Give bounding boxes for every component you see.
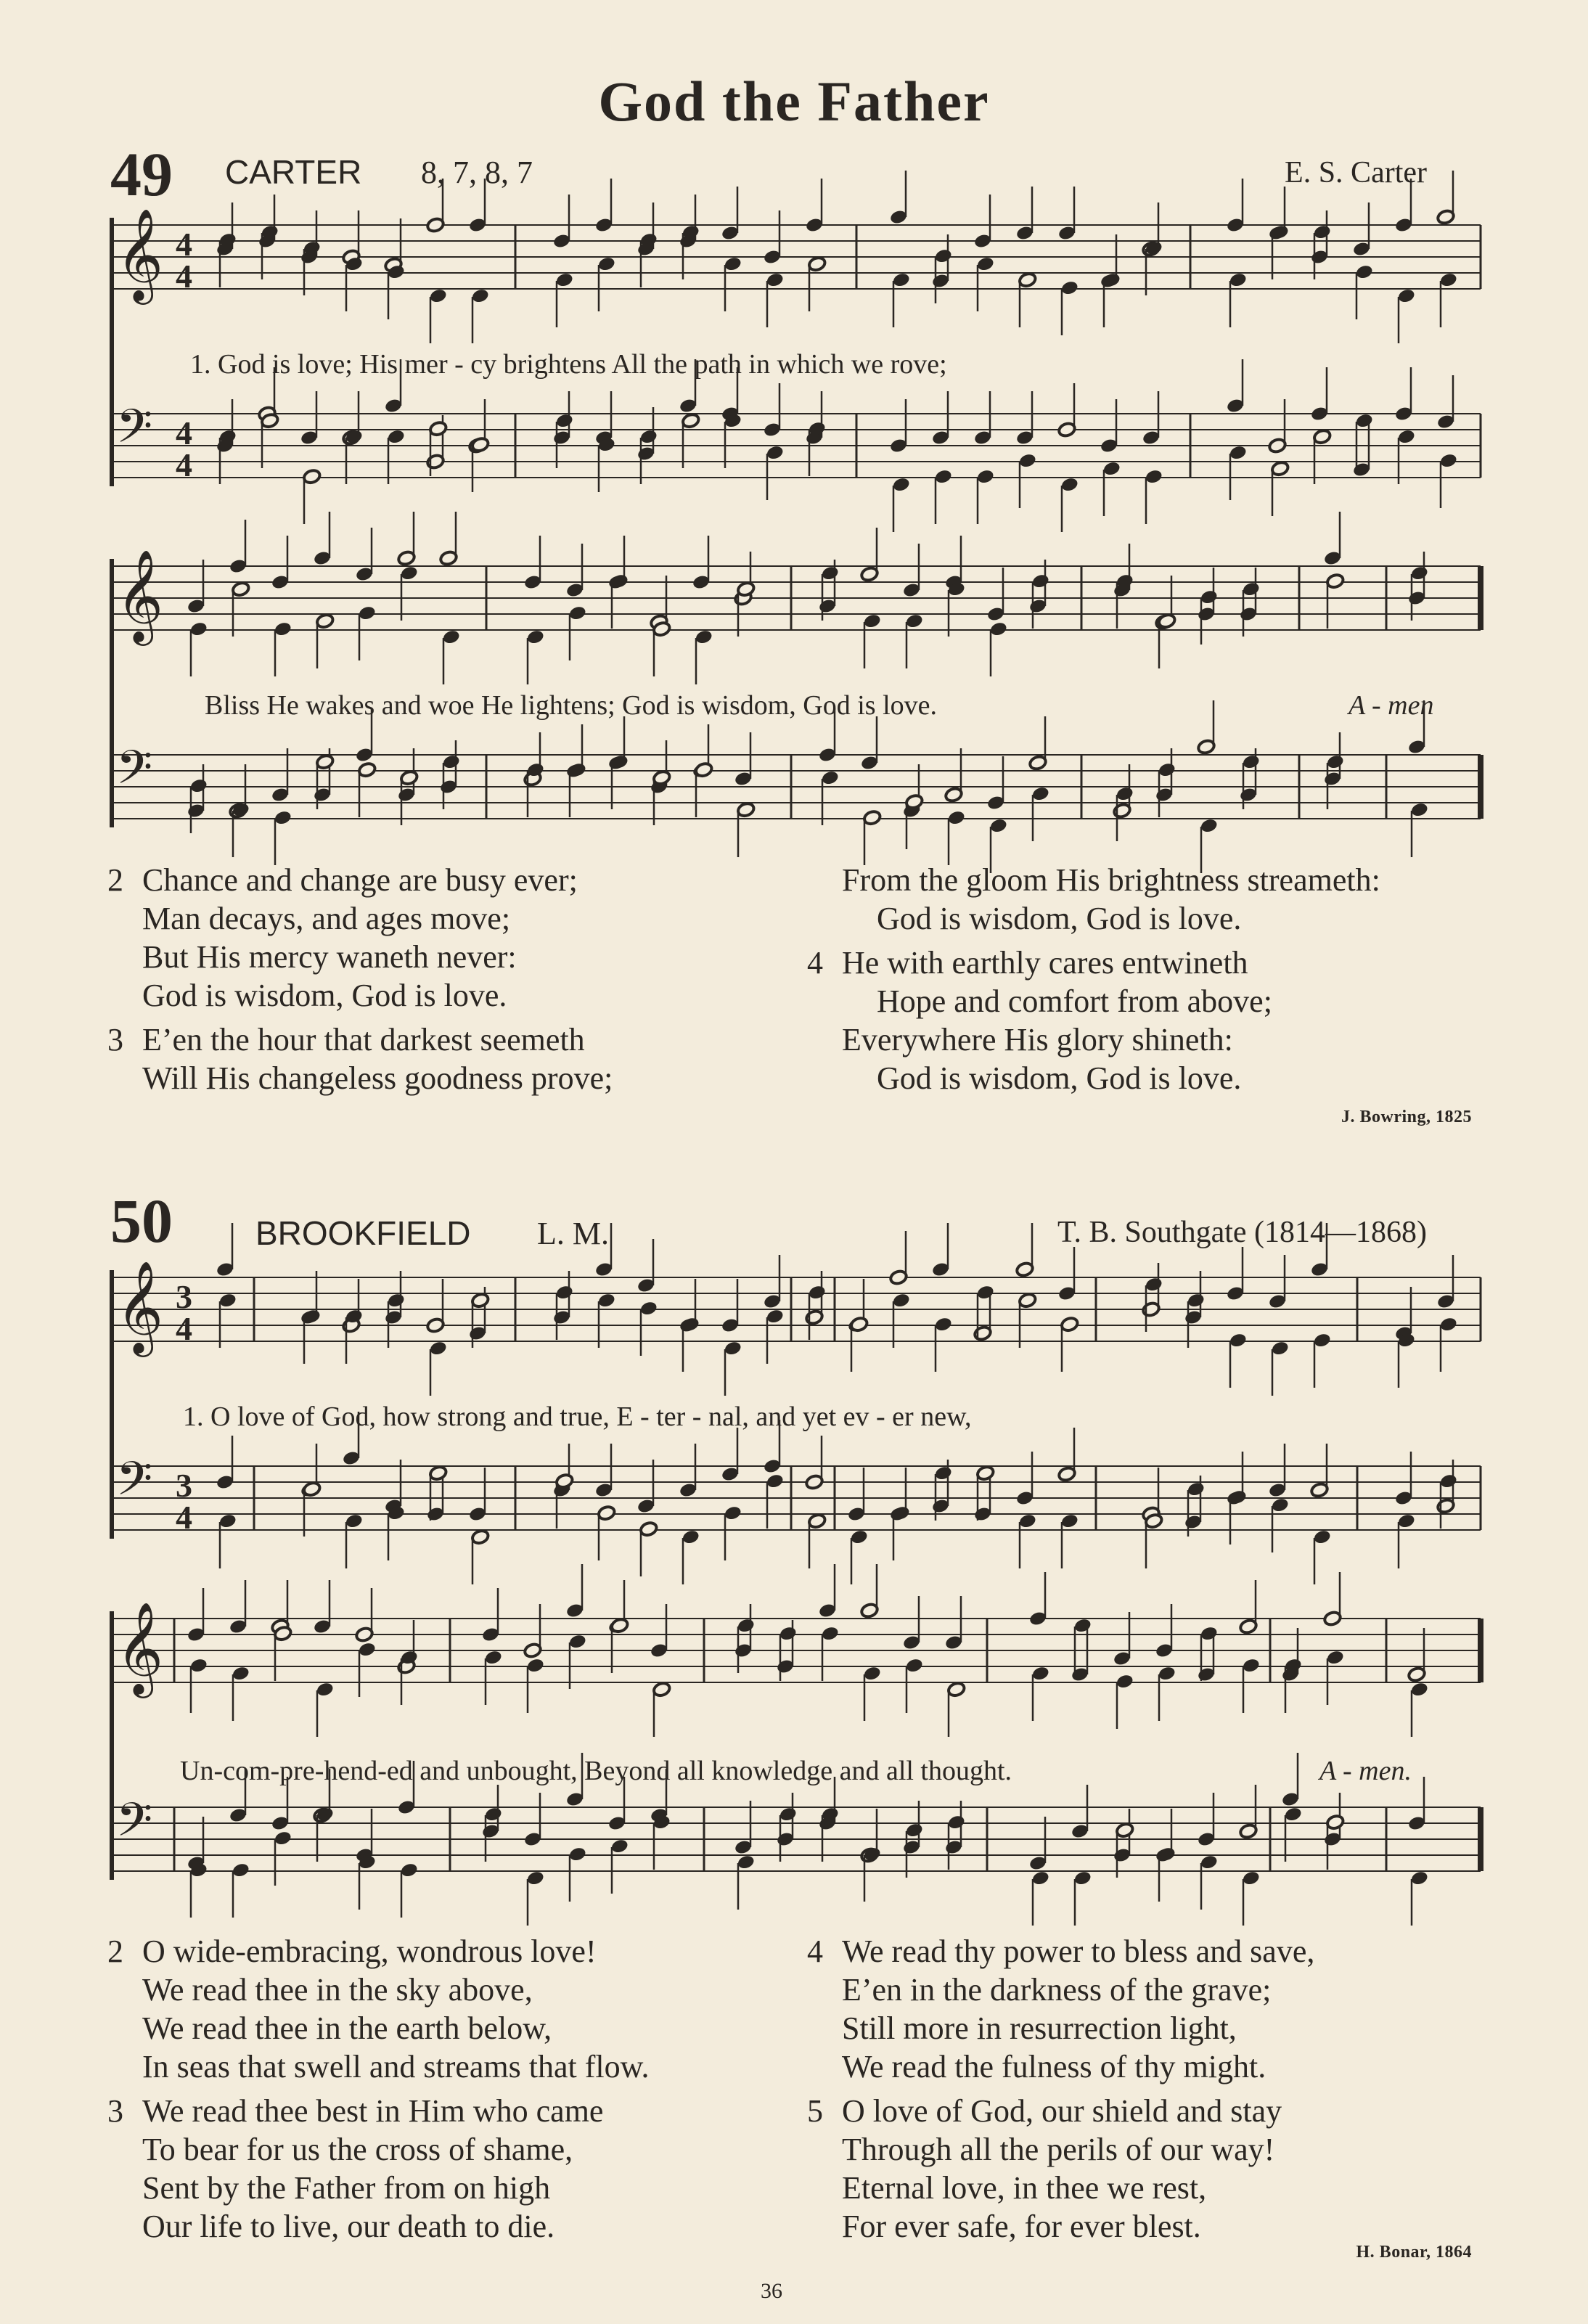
verse-line: Man decays, and ages move;: [142, 901, 511, 936]
page-number: 36: [761, 2279, 782, 2303]
bass-clef-icon: 𝄢: [116, 741, 153, 806]
verse-line: We read thee in the sky above,: [142, 1972, 533, 2008]
verse-line: God is wisdom, God is love.: [877, 1060, 1242, 1096]
hymn-number: 50: [110, 1186, 173, 1256]
treble-clef-icon: 𝄞: [116, 1601, 164, 1694]
verse-number: 5: [807, 2093, 823, 2129]
meter: L. M.: [537, 1216, 609, 1251]
verse-line: E’en the hour that darkest seemeth: [142, 1022, 585, 1057]
verse-line: In seas that swell and streams that flow.: [142, 2049, 650, 2084]
composer: T. B. Southgate (1814—1868): [1057, 1216, 1427, 1249]
treble-clef-icon: 𝄞: [116, 208, 164, 300]
hymn-number: 49: [110, 139, 173, 209]
verse-line: To bear for us the cross of shame,: [142, 2132, 573, 2167]
tune-name: BROOKFIELD: [255, 1214, 471, 1252]
lyric-line: Bliss He wakes and woe He lightens; God is wisdom, God is love.: [205, 690, 938, 721]
bass-clef-icon: 𝄢: [116, 1793, 153, 1859]
verses-left: [107, 861, 613, 1097]
verse-number: 4: [807, 945, 823, 981]
verse-line: We read thee best in Him who came: [142, 2093, 604, 2129]
treble-clef-icon: 𝄞: [116, 549, 164, 642]
section-title: God the Father: [598, 70, 990, 133]
verse-line: God is wisdom, God is love.: [877, 901, 1242, 936]
time-signature-bottom: 4: [176, 446, 192, 483]
verse-line: E’en in the darkness of the grave;: [842, 1972, 1272, 2008]
verse-number: 2: [107, 1934, 123, 1969]
amen-label: A - men.: [1319, 1756, 1412, 1786]
verse-number: 3: [107, 1022, 123, 1057]
verse-number: 2: [107, 862, 123, 898]
verse-line: For ever safe, for ever blest.: [842, 2209, 1201, 2244]
verses-left: [107, 1932, 650, 2246]
verse-line: Our life to live, our death to die.: [142, 2209, 555, 2244]
time-signature-bottom: 4: [176, 1499, 192, 1536]
verse-line: Will His changeless goodness prove;: [142, 1060, 613, 1096]
bass-clef-icon: 𝄢: [116, 400, 153, 465]
composer: E. S. Carter: [1285, 156, 1427, 189]
author-credit: H. Bonar, 1864: [1356, 2243, 1472, 2262]
verse-line: O love of God, our shield and stay: [842, 2093, 1282, 2129]
verse-line: Hope and comfort from above;: [877, 983, 1272, 1019]
verses-right: [807, 1932, 1314, 2246]
verses-right: [807, 861, 1380, 1097]
verse-line: God is wisdom, God is love.: [142, 978, 507, 1013]
verse-line: Sent by the Father from on high: [142, 2170, 551, 2206]
verse-number: 3: [107, 2093, 123, 2129]
verse-line: O wide-embracing, wondrous love!: [142, 1934, 597, 1969]
tune-name: CARTER: [225, 153, 362, 191]
verse-line: Chance and change are busy ever;: [142, 862, 578, 898]
time-signature-top: 3: [176, 1278, 192, 1315]
time-signature-top: 3: [176, 1467, 192, 1504]
verse-line: Through all the perils of our way!: [842, 2132, 1275, 2167]
amen-label: A - men: [1348, 690, 1434, 721]
verse-line: From the gloom His brightness streameth:: [842, 862, 1380, 898]
verse-number: 4: [807, 1934, 823, 1969]
verse-line: Eternal love, in thee we rest,: [842, 2170, 1207, 2206]
verse-line: Still more in resurrection light,: [842, 2010, 1237, 2046]
time-signature-top: 4: [176, 414, 192, 451]
verse-line: Everywhere His glory shineth:: [842, 1022, 1233, 1057]
lyric-line: 1. God is love; His mer - cy brightens All the path in which we rove;: [190, 349, 947, 380]
treble-clef-icon: 𝄞: [116, 1260, 164, 1353]
verse-line: We read the fulness of thy might.: [842, 2049, 1266, 2084]
time-signature-bottom: 4: [176, 258, 192, 295]
author-credit: J. Bowring, 1825: [1341, 1108, 1472, 1126]
verse-line: We read thy power to bless and save,: [842, 1934, 1315, 1969]
time-signature-bottom: 4: [176, 1310, 192, 1347]
bass-clef-icon: 𝄢: [116, 1452, 153, 1518]
lyric-line: Un-com-pre-hend-ed and unbought, Beyond all knowledge and all thought.: [180, 1756, 1012, 1786]
verse-line: We read thee in the earth below,: [142, 2010, 552, 2046]
time-signature-top: 4: [176, 226, 192, 263]
meter: 8, 7, 8, 7: [421, 155, 533, 190]
verse-line: He with earthly cares entwineth: [842, 945, 1248, 981]
verse-line: But His mercy waneth never:: [142, 939, 517, 975]
lyric-line: 1. O love of God, how strong and true, E - ter - nal, and yet ev - er new,: [183, 1402, 972, 1432]
